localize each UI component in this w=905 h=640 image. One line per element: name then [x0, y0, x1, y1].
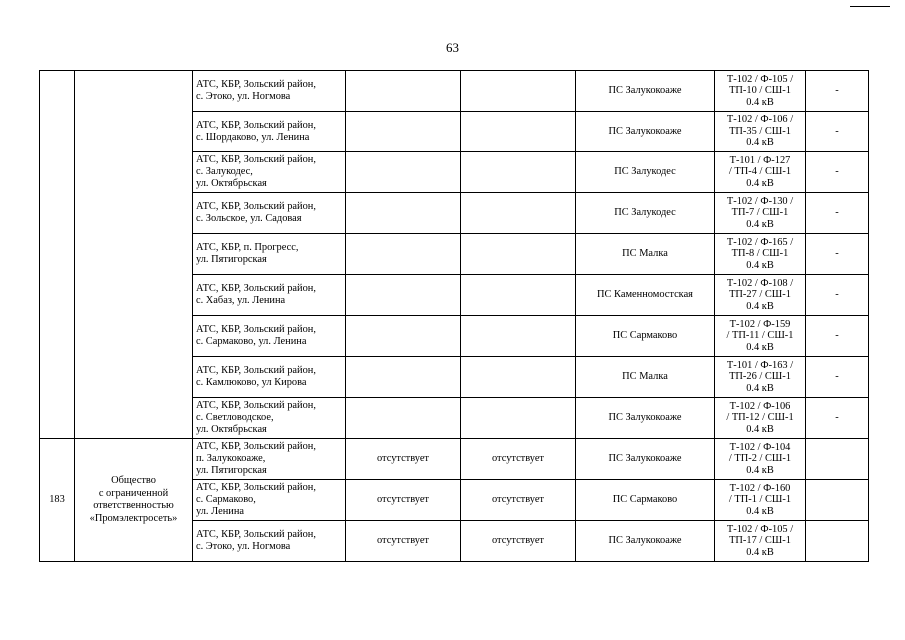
address-cell: АТС, КБР, Зольский район, с. Хабаз, ул. Ленина: [193, 275, 346, 316]
organization-cell: Общество с ограниченной ответственностью «Промэлектросеть»: [75, 439, 193, 562]
substation-cell: ПС Малка: [576, 234, 715, 275]
note-cell: -: [806, 152, 869, 193]
feeder-cell: Т-102 / Ф-104 / ТП-2 / СШ-1 0.4 кВ: [715, 439, 806, 480]
substation-cell: ПС Залукокоаже: [576, 112, 715, 152]
col5-cell: отсутствует: [461, 480, 576, 521]
feeder-cell: Т-102 / Ф-130 / ТП-7 / СШ-1 0.4 кВ: [715, 193, 806, 234]
address-cell: АТС, КБР, Зольский район, с. Этоко, ул. Ногмова: [193, 71, 346, 112]
table-row: [40, 71, 869, 112]
address-cell: АТС, КБР, Зольский район, с. Залукодес, ул. Октябрьская: [193, 152, 346, 193]
page-number: 63: [446, 40, 459, 55]
feeder-cell: Т-102 / Ф-106 / ТП-35 / СШ-1 0.4 кВ: [715, 112, 806, 152]
col4-cell: [346, 152, 461, 193]
address-cell: АТС, КБР, п. Прогресс, ул. Пятигорская: [193, 234, 346, 275]
col5-cell: [461, 112, 576, 152]
top-right-rule: [850, 6, 890, 7]
col5-cell: [461, 71, 576, 112]
col4-cell: отсутствует: [346, 521, 461, 562]
feeder-cell: Т-102 / Ф-160 / ТП-1 / СШ-1 0.4 кВ: [715, 480, 806, 521]
substation-cell: ПС Сармаково: [576, 480, 715, 521]
col4-cell: [346, 357, 461, 398]
col5-cell: [461, 357, 576, 398]
address-cell: АТС, КБР, Зольский район, с. Сармаково, ул. Ленина: [193, 480, 346, 521]
substation-cell: ПС Залукокоаже: [576, 521, 715, 562]
substation-cell: ПС Каменномостская: [576, 275, 715, 316]
substation-cell: ПС Малка: [576, 357, 715, 398]
substation-cell: ПС Залукокоаже: [576, 439, 715, 480]
empty-number-cell: [40, 71, 75, 439]
feeder-cell: Т-101 / Ф-163 / ТП-26 / СШ-1 0.4 кВ: [715, 357, 806, 398]
substation-cell: ПС Залукокоаже: [576, 71, 715, 112]
substation-cell: ПС Сармаково: [576, 316, 715, 357]
substation-cell: ПС Залукодес: [576, 152, 715, 193]
note-cell: -: [806, 112, 869, 152]
note-cell: -: [806, 357, 869, 398]
col4-cell: отсутствует: [346, 480, 461, 521]
note-cell: -: [806, 316, 869, 357]
col4-cell: [346, 316, 461, 357]
col4-cell: [346, 275, 461, 316]
table-body: [40, 71, 869, 562]
col5-cell: [461, 152, 576, 193]
note-cell: -: [806, 234, 869, 275]
table-row: [40, 439, 869, 480]
col4-cell: [346, 71, 461, 112]
note-cell: -: [806, 275, 869, 316]
address-cell: АТС, КБР, Зольский район, с. Зольское, ул. Садовая: [193, 193, 346, 234]
feeder-cell: Т-102 / Ф-108 / ТП-27 / СШ-1 0.4 кВ: [715, 275, 806, 316]
feeder-cell: Т-101 / Ф-127 / ТП-4 / СШ-1 0.4 кВ: [715, 152, 806, 193]
feeder-cell: Т-102 / Ф-165 / ТП-8 / СШ-1 0.4 кВ: [715, 234, 806, 275]
document-table: [39, 70, 869, 562]
note-cell: [806, 439, 869, 480]
substation-cell: ПС Залукодес: [576, 193, 715, 234]
col5-cell: [461, 193, 576, 234]
col5-cell: [461, 275, 576, 316]
col4-cell: [346, 398, 461, 439]
address-cell: АТС, КБР, Зольский район, п. Залукокоаже, ул. Пятигорская: [193, 439, 346, 480]
col5-cell: [461, 234, 576, 275]
address-cell: АТС, КБР, Зольский район, с. Шордаково, ул. Ленина: [193, 112, 346, 152]
address-cell: АТС, КБР, Зольский район, с. Светловодское, ул. Октябрьская: [193, 398, 346, 439]
col5-cell: отсутствует: [461, 521, 576, 562]
col4-cell: отсутствует: [346, 439, 461, 480]
col5-cell: отсутствует: [461, 439, 576, 480]
empty-organization-cell: [75, 71, 193, 439]
col4-cell: [346, 193, 461, 234]
address-cell: АТС, КБР, Зольский район, с. Камлюково, ул Кирова: [193, 357, 346, 398]
address-cell: АТС, КБР, Зольский район, с. Этоко, ул. Ногмова: [193, 521, 346, 562]
note-cell: -: [806, 193, 869, 234]
col5-cell: [461, 398, 576, 439]
note-cell: [806, 521, 869, 562]
substation-cell: ПС Залукокоаже: [576, 398, 715, 439]
feeder-cell: Т-102 / Ф-105 / ТП-17 / СШ-1 0.4 кВ: [715, 521, 806, 562]
note-cell: -: [806, 71, 869, 112]
col4-cell: [346, 112, 461, 152]
col5-cell: [461, 316, 576, 357]
note-cell: [806, 480, 869, 521]
note-cell: -: [806, 398, 869, 439]
feeder-cell: Т-102 / Ф-159 / ТП-11 / СШ-1 0.4 кВ: [715, 316, 806, 357]
feeder-cell: Т-102 / Ф-105 / ТП-10 / СШ-1 0.4 кВ: [715, 71, 806, 112]
row-number-cell: 183: [40, 439, 75, 562]
address-cell: АТС, КБР, Зольский район, с. Сармаково, ул. Ленина: [193, 316, 346, 357]
feeder-cell: Т-102 / Ф-106 / ТП-12 / СШ-1 0.4 кВ: [715, 398, 806, 439]
col4-cell: [346, 234, 461, 275]
